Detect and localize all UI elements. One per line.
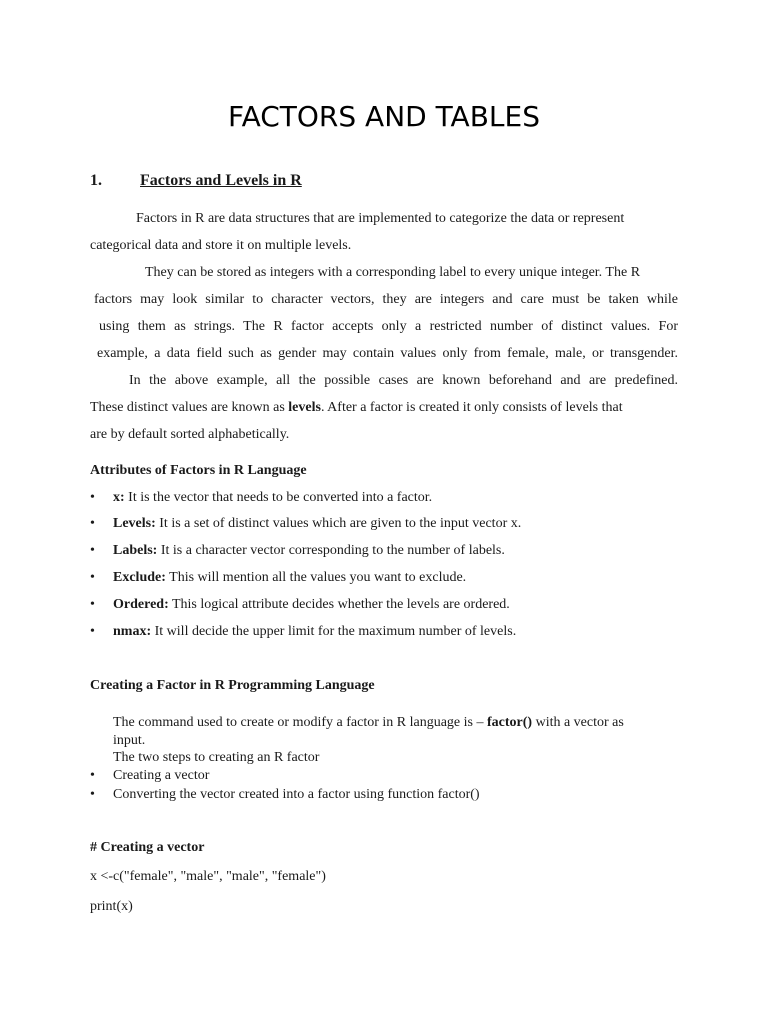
attribute-text: This logical attribute decides whether the levels are ordered. [168,597,510,612]
list-item [90,540,95,562]
bullet-icon: • [90,570,95,585]
factor-function: factor() [487,715,533,730]
attribute-term: Exclude: [113,570,166,585]
bullet-icon: • [90,624,95,639]
attribute-text: It is the vector that needs to be converted into a factor. [124,490,433,505]
p2-line4: example, a data field such as gender may contain values only from female, male, or transgender. [97,346,678,361]
bullet-icon: • [90,516,95,531]
p3-line2 [90,397,623,419]
bullet-icon: • [90,597,95,612]
list-item [113,621,516,643]
code-line: print(x) [90,899,133,914]
command-line1 [113,714,624,732]
list-item: Creating a vector [113,768,210,783]
list-item [113,594,510,616]
list-item [113,487,432,509]
bullet-icon: • [90,787,95,802]
attribute-text: It is a set of distinct values which are given to the input vector x. [155,516,522,531]
command-text-post: with a vector as [532,715,624,730]
list-item [113,567,466,589]
document-title: FACTORS AND TABLES [228,100,540,133]
attribute-text: It is a character vector corresponding to the number of labels. [157,543,505,558]
attribute-term: Levels: [113,516,156,531]
p3-line2-pre: These distinct values are known as [90,400,289,415]
section-heading [140,170,302,192]
p1-line2: categorical data and store it on multiple levels. [90,238,352,253]
steps-intro: The two steps to creating an R factor [113,750,320,765]
list-item: Converting the vector created into a factor using function factor() [113,787,480,802]
bullet-icon: • [90,490,95,505]
list-item [90,621,95,643]
attribute-term: Labels: [113,543,158,558]
p2-line3: using them as strings. The R factor accepts only a restricted number of distinct values. For [99,319,678,334]
list-item [113,513,521,535]
levels-term: levels [288,400,321,415]
command-text: The command used to create or modify a factor in R language is – [113,715,487,730]
list-item [90,513,95,535]
creating-heading: Creating a Factor in R Programming Language [90,678,375,693]
list-item [90,594,95,616]
list-item [90,567,95,589]
attribute-term: nmax: [113,624,152,639]
code-comment: # Creating a vector [90,840,205,855]
attribute-text: It will decide the upper limit for the maximum number of levels. [151,624,517,639]
attributes-heading: Attributes of Factors in R Language [90,463,307,478]
code-line: x <-c("female", "male", "male", "female") [90,869,326,884]
bullet-icon: • [90,543,95,558]
p3-line3: are by default sorted alphabetically. [90,427,290,442]
p2-line2: factors may look similar to character vectors, they are integers and care must be taken while [94,292,678,307]
section-heading-text: Factors and Levels in R [140,172,302,189]
p3-line1: In the above example, all the possible cases are known beforehand and are predefined. [129,373,678,388]
section-number: 1. [90,172,102,189]
attribute-term: Ordered: [113,597,169,612]
attribute-term: x: [113,490,125,505]
p3-line2-post: . After a factor is created it only consists of levels that [320,400,623,415]
p1-line1: Factors in R are data structures that are implemented to categorize the data or represent [136,211,625,226]
list-item [90,487,95,509]
bullet-icon: • [90,768,95,783]
p2-line1: They can be stored as integers with a corresponding label to every unique integer. The R [145,265,641,280]
attribute-text: This will mention all the values you want to exclude. [165,570,467,585]
command-line2: input. [113,733,146,748]
list-item [113,540,505,562]
